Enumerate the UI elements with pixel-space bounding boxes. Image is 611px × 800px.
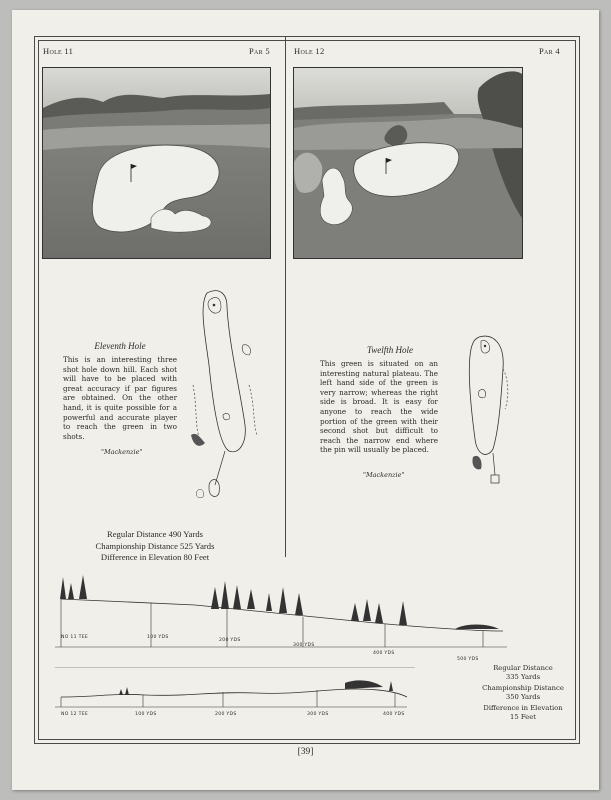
hole-12-header-label: Hole 12 — [294, 46, 325, 56]
hole-11-distances — [75, 529, 235, 564]
hole-11-signature: "Mackenzie" — [101, 448, 143, 456]
hole-12-profile-label-400: 400 YDS — [383, 712, 405, 717]
hole-11-profile-label-300: 300 YDS — [293, 643, 315, 648]
hole-12-elevation-value: 15 Feet — [510, 712, 536, 721]
hole-11-profile-label-100: 100 YDS — [147, 635, 169, 640]
hole-11-green-photo — [42, 67, 271, 259]
hole-11-profile-label-500: 500 YDS — [457, 657, 479, 662]
page-number: [39] — [297, 747, 314, 757]
hole-12-elevation-label: Difference in Elevation — [483, 704, 563, 713]
hole-12-par-label: Par 4 — [539, 46, 560, 56]
hole-12-green-photo — [293, 67, 523, 259]
hole-11-title: Eleventh Hole — [94, 341, 146, 351]
hole-11-elevation-profile — [55, 569, 515, 659]
page-sheet — [12, 10, 599, 790]
hole-11-regular-distance: Regular Distance 490 Yards — [107, 529, 203, 539]
hole-11-par-label: Par 5 — [249, 46, 270, 56]
column-divider — [285, 37, 286, 557]
hole-11-description: This is an interesting three shot hole down hill. Each shot will have to be placed with great accuracy if par figures are obtained. On the other hand, it is quite possible for a powerful and accurate player to reach the green in two shots. — [63, 355, 177, 441]
hole-12-profile-label-100: 100 YDS — [135, 712, 157, 717]
page-frame — [34, 36, 580, 744]
hole-11-profile-label-400: 400 YDS — [373, 651, 395, 656]
hole-12-distances — [469, 664, 577, 722]
hole-11-elevation-difference: Difference in Elevation 80 Feet — [100, 552, 210, 562]
hole-12-title: Twelfth Hole — [366, 345, 414, 355]
hole-12-elevation-profile — [55, 667, 415, 717]
hole-12-regular-distance-label: Regular Distance — [493, 664, 553, 672]
hole-11-profile-label-tee: NO 11 TEE — [61, 635, 89, 640]
hole-11-championship-distance: Championship Distance 525 Yards — [95, 540, 215, 551]
hole-12-profile-label-300: 300 YDS — [307, 712, 329, 717]
hole-12-profile-label-tee: NO 12 TEE — [61, 712, 89, 717]
hole-12-plan-sketch — [459, 329, 519, 489]
hole-12-profile-label-200: 200 YDS — [215, 712, 237, 717]
hole-12-description: This green is situated on an interesting natural plateau. The left hand side of the green is very narrow; whereas the right side is broad. It is easy for anyone to reach the wide portion of the green with their second shot but difficult to reach the narrow end where the pin will usually be placed. — [320, 359, 438, 455]
hole-12-championship-distance-value: 350 Yards — [505, 692, 541, 701]
hole-12-signature: "Mackenzie" — [363, 471, 405, 479]
hole-12-regular-distance-value: 335 Yards — [505, 672, 541, 681]
hole-12-championship-distance-label: Championship Distance — [482, 684, 564, 693]
hole-11-header-label: Hole 11 — [43, 46, 74, 56]
hole-11-profile-label-200: 200 YDS — [219, 638, 241, 643]
hole-11-plan-sketch — [183, 285, 273, 505]
